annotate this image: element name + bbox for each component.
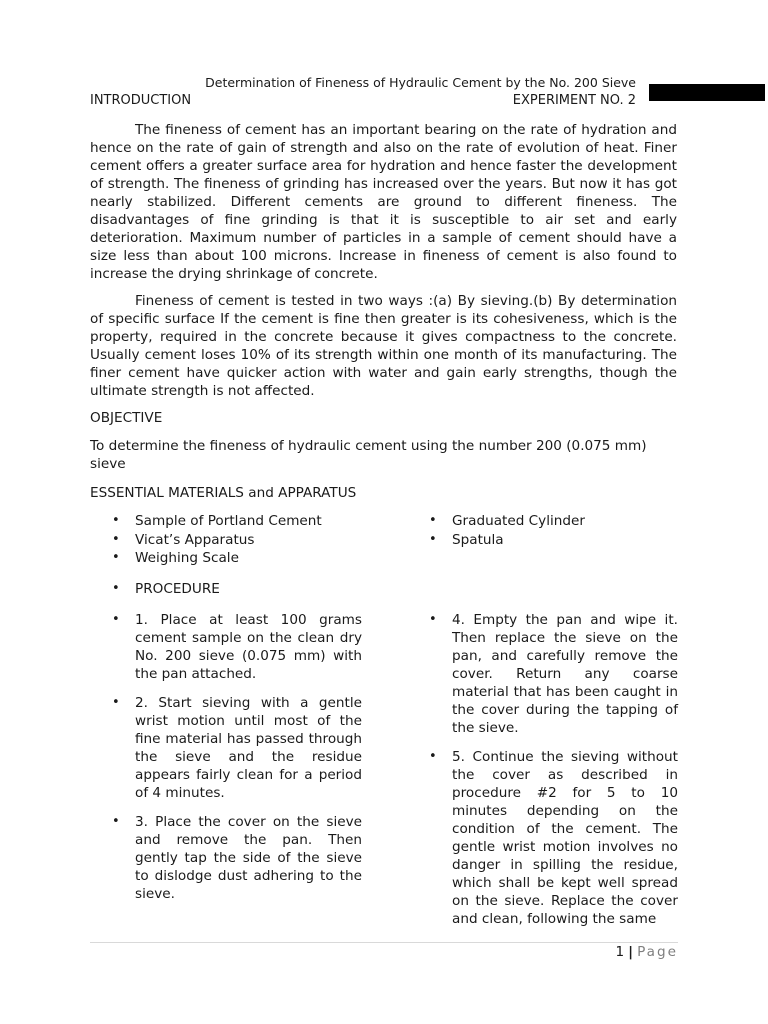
list-item: • Graduated Cylinder	[407, 512, 697, 531]
procedure-heading: • PROCEDURE	[90, 580, 380, 599]
materials-list-left	[90, 512, 380, 568]
list-item: • Sample of Portland Cement	[90, 512, 380, 531]
objective-heading: OBJECTIVE	[90, 410, 163, 426]
redaction-bar	[649, 84, 765, 101]
footer-divider	[90, 942, 678, 943]
page-number: 1	[615, 944, 625, 960]
objective-text: To determine the fineness of hydraulic cement using the number 200 (0.075 mm) sieve	[90, 438, 647, 472]
procedure-heading-list	[90, 580, 380, 599]
intro-paragraph-1: The fineness of cement has an important bearing on the rate of hydration and hence on the rate of gain of strength and also on the rate of evolution of heat. Finer cement offers a greater surface area for hydration and hence faster the development of strength. The fineness of grinding has increased over the years. But now it has got nearly stabilized. Different cements are ground to different fineness. The disadvantages of fine grinding is that it is susceptible to air set and early deterioration. Maximum number of particles in a sample of cement should have a size less than about 100 microns. Increase in fineness of cement is also found to increase the drying shrinkage of concrete.	[90, 122, 677, 282]
introduction-heading: INTRODUCTION	[90, 93, 192, 108]
procedure-list-right	[407, 611, 678, 939]
materials-heading: ESSENTIAL MATERIALS and APPARATUS	[90, 485, 357, 501]
materials-list-right	[407, 512, 697, 549]
page-footer	[615, 943, 678, 961]
footer-separator: |	[628, 944, 634, 960]
procedure-step: • 4. Empty the pan and wipe it. Then replace the sieve on the pan, and carefully remove the cover. Return any coarse material that has been caught in the cover during the tapping of the sieve.	[407, 611, 678, 737]
procedure-step: • 3. Place the cover on the sieve and remove the pan. Then gently tap the side of the sieve to dislodge dust adhering to the sieve.	[90, 813, 362, 903]
list-item: • Vicat’s Apparatus	[90, 531, 380, 550]
procedure-step: • 5. Continue the sieving without the cover as described in procedure #2 for 5 to 10 minutes depending on the condition of the cement. The gentle wrist motion involves no danger in spilling the residue, which shall be kept well spread on the sieve. Replace the cover and clean, following the same	[407, 748, 678, 928]
list-item: • Spatula	[407, 531, 697, 550]
procedure-step: • 2. Start sieving with a gentle wrist motion until most of the fine material has passed through the sieve and the residue appears fairly clean for a period of 4 minutes.	[90, 694, 362, 802]
page-label: Page	[637, 944, 678, 960]
intro-paragraph-2: Fineness of cement is tested in two ways :(a) By sieving.(b) By determination of specific surface If the cement is fine then greater is its cohesiveness, which is the property, required in the concrete because it gives compactness to the concrete. Usually cement loses 10% of its strength within one month of its manufacturing. The finer cement have quicker action with water and gain early strengths, though the ultimate strength is not affected.	[90, 293, 677, 399]
list-item: • Weighing Scale	[90, 549, 380, 568]
document-title: Determination of Fineness of Hydraulic Cement by the No. 200 Sieve	[205, 75, 636, 90]
procedure-step: • 1. Place at least 100 grams cement sample on the clean dry No. 200 sieve (0.075 mm) with the pan attached.	[90, 611, 362, 683]
experiment-number: EXPERIMENT NO. 2	[512, 93, 636, 108]
procedure-list-left	[90, 611, 362, 914]
